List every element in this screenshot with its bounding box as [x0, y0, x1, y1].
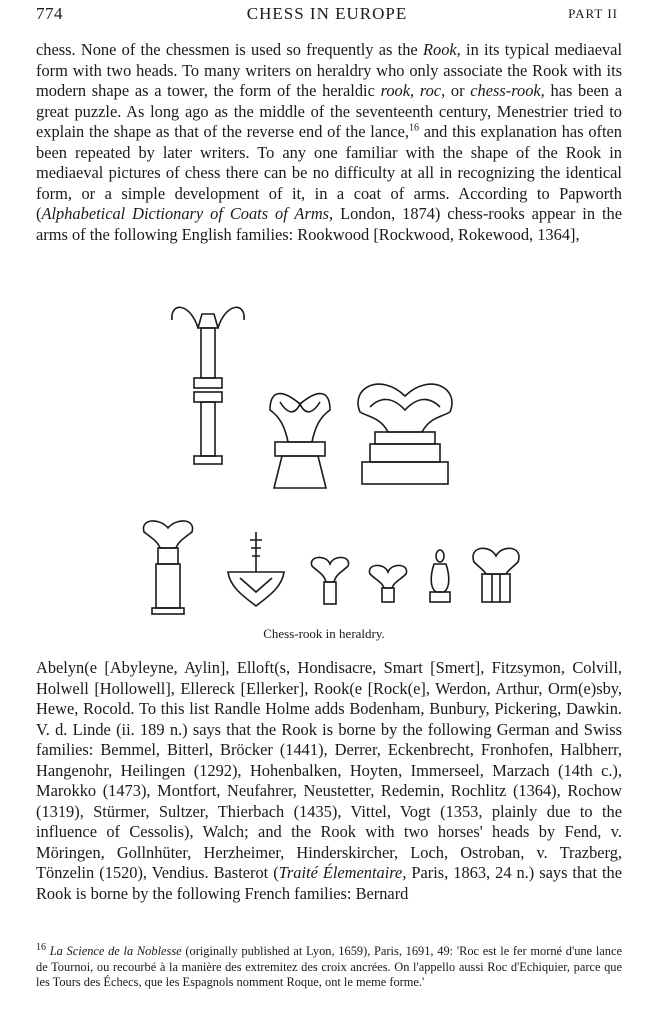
page-number: 774 — [36, 4, 63, 23]
part-label: PART II — [568, 6, 618, 21]
running-title: CHESS IN EUROPE — [246, 4, 408, 23]
figure-caption: Chess-rook in heraldry. — [263, 626, 385, 641]
page-header — [36, 4, 618, 26]
rook-figure-7 — [369, 565, 406, 602]
paragraph-1: chess. None of the chessmen is used so frequently as the Rook, in its typical mediaeval form with two heads. To many writers on heraldry who only associate the Rook with its modern shape as a tower, the form of the heraldic rook, roc, or chess-rook, has been a great puzzle. As long ago as the middle of the seventeenth century, Menestrier tried to explain the shape as that of the reverse end of the lance,$^{16}$ and this explanation has often been repeated by later writers. To any one familiar with the shape of the Rook in mediaeval pictures of chess there can be no difficulty at all in recognizing the identical form, or a simple development of it, in a coat of arms. According to Papworth (Alphabetical Dictionary of Coats of Arms, London, 1874) chess-rooks appear in the arms of the following English families: Rookwood [Rockwood, Rokewood, 1364], — [36, 40, 623, 244]
rook-figure-8 — [430, 550, 450, 602]
footnote — [36, 941, 622, 991]
rook-figure-1 — [172, 307, 244, 464]
rook-figure-6 — [311, 557, 348, 604]
paragraph-2: Abelyn(e [Abyleyne, Aylin], Elloft(s, Hondisacre, Smart [Smert], Fitzsymon, Colvill, Holwell [Hollowell], Ellereck [Ellerker], Rook(e [Rock(e], Werdon, Arthur, Orm(e)sby, Hewe, Rocold. To this list Randle Holme adds Bodenham, Bunbury, Pickering, Dawkin. V. d. Linde (ii. 189 n.) says that the Rook is borne by the following German and Swiss families: Bemmel, Bitterl, Bröcker (1441), Derrer, Eckenbrecht, Fronhofen, Halbherr, Hangenohr, Heilingen (1292), Hohenbalken, Hoyten, Immerseel, Marzach (14th c.), Marokko (1473), Montfort, Neufahrer, Neustetter, Redemin, Rochlitz (1364), Rochow (1319), Stürmer, Sultzer, Thierbach (1435), Vittel, Vogt (1353, plainly due to the influence of Cessolis), Walch; and the Rook with two horses' heads by Fend, v. Möringen, Gollnhüter, Herzheimer, Hinderskircher, Loch, Ostroban, v. Trazberg, Tönzelin (1520), Vendius. Basterot (Traité Élementaire, Paris, 1863, 24 n.) says that the Rook is borne by the following French families: Bernard — [36, 658, 623, 903]
footnote-text: (originally published at Lyon, 1659), Paris, 1691, 49: 'Roc est le fer morné d'une lance de Tournoi, ou recourbé à la manière des extremitez des croix ancrées. On l'appello aussi Roc d'Echiquier, parce que les Tours des Échecs, que les Espagnols nomment Roque, ont le meme forme.' — [36, 944, 622, 989]
rook-figure-5 — [228, 532, 284, 606]
rook-figure-2 — [270, 394, 330, 488]
footnote-title: La Science de la Noblesse — [49, 944, 182, 958]
footnote-number: 16 — [36, 941, 46, 953]
rook-figure-3 — [358, 384, 452, 484]
rook-figure-4 — [143, 521, 192, 614]
heraldry-figure — [130, 292, 550, 617]
rook-figure-9 — [473, 548, 519, 602]
footnote-ref: 16 — [408, 122, 419, 134]
